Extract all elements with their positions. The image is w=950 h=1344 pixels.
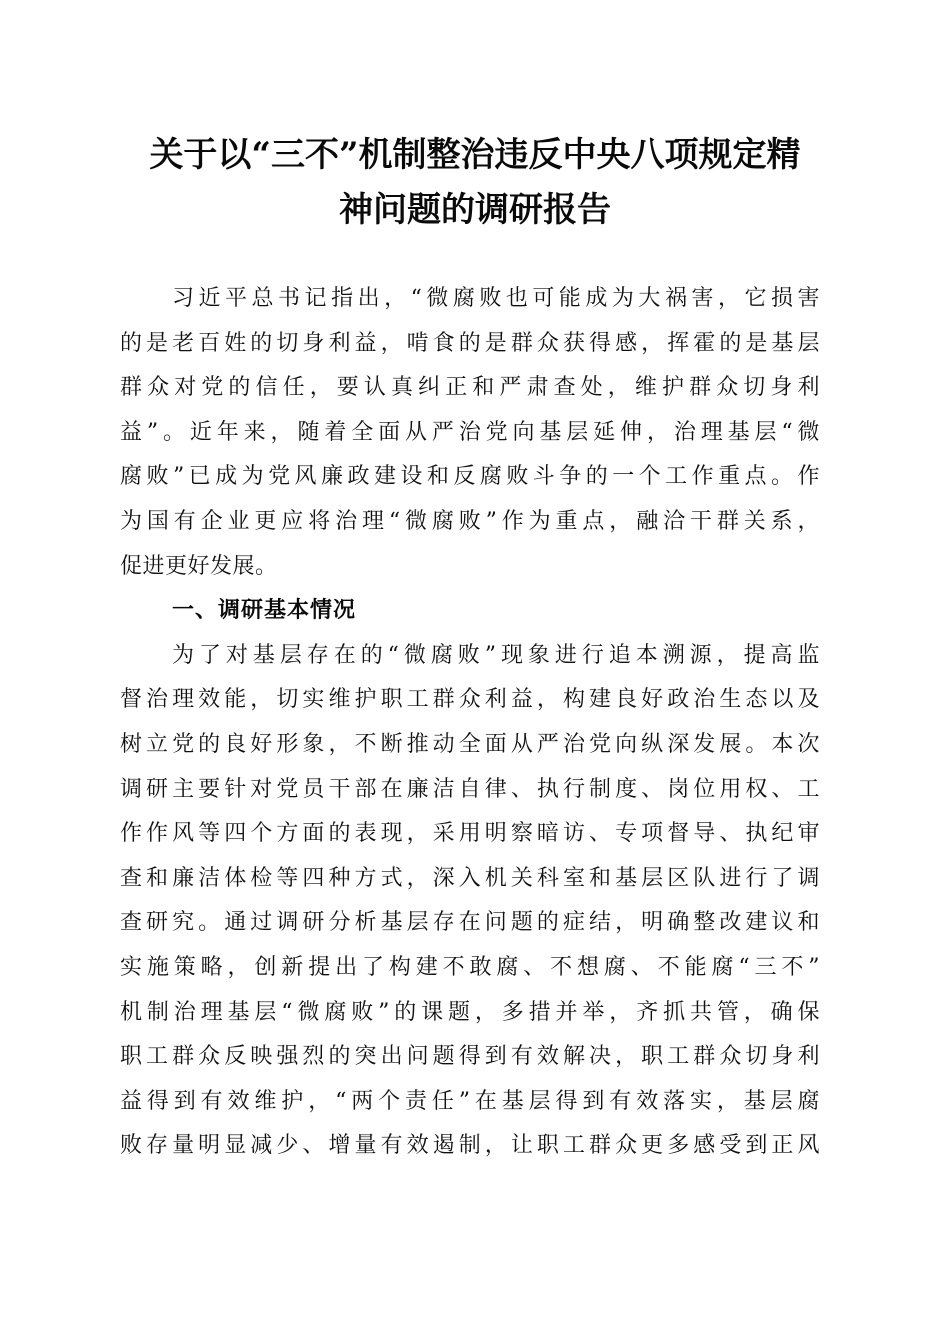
paragraph-line: 查研究。通过调研分析基层存在问题的症结，明确整改建议和 — [120, 910, 820, 936]
paragraph-line: 督治理效能，切实维护职工群众利益，构建良好政治生态以及 — [120, 687, 820, 713]
paragraph-line: 的是老百姓的切身利益，啃食的是群众获得感，挥霍的是基层 — [120, 330, 820, 356]
paragraph-research-overview — [120, 634, 820, 1169]
paragraph-line: 促进更好发展。 — [120, 553, 278, 579]
paragraph-line: 调研主要针对党员干部在廉洁自律、执行制度、岗位用权、工 — [120, 776, 820, 802]
paragraph-line: 树立党的良好形象，不断推动全面从严治党向纵深发展。本次 — [120, 731, 820, 757]
paragraph-line: 为了对基层存在的“微腐败”现象进行追本溯源，提高监 — [172, 642, 820, 668]
paragraph-intro — [120, 277, 820, 589]
paragraph-line: 实施策略，创新提出了构建不敢腐、不想腐、不能腐“三不” — [120, 954, 820, 980]
paragraph-line: 查和廉洁体检等四种方式，深入机关科室和基层区队进行了调 — [120, 865, 820, 891]
section-heading: 一、调研基本情况 — [172, 598, 357, 624]
document-body — [120, 277, 820, 1169]
paragraph-line: 为国有企业更应将治理“微腐败”作为重点，融洽干群关系， — [120, 508, 820, 534]
paragraph-line: 职工群众反映强烈的突出问题得到有效解决，职工群众切身利 — [120, 1044, 820, 1070]
paragraph-line: 益得到有效维护，“两个责任”在基层得到有效落实，基层腐 — [120, 1088, 820, 1114]
title-line: 神问题的调研报告 — [339, 190, 611, 230]
paragraph-line: 败存量明显减少、增量有效遏制，让职工群众更多感受到正风 — [120, 1133, 820, 1159]
paragraph-line: 习近平总书记指出，“微腐败也可能成为大祸害，它损害 — [172, 286, 820, 311]
paragraph-line: 群众对党的信任，要认真纠正和严肃查处，维护群众切身利 — [120, 375, 820, 401]
document-title — [110, 128, 840, 238]
paragraph-line: 机制治理基层“微腐败”的课题，多措并举，齐抓共管，确保 — [120, 999, 820, 1025]
title-line: 关于以“三不”机制整治违反中央八项规定精 — [149, 135, 801, 175]
paragraph-line: 作作风等四个方面的表现，采用明察暗访、专项督导、执纪审 — [120, 821, 820, 847]
paragraph-line: 腐败”已成为党风廉政建设和反腐败斗争的一个工作重点。作 — [120, 464, 820, 490]
paragraph-line: 益”。近年来，随着全面从严治党向基层延伸，治理基层“微 — [120, 419, 820, 445]
